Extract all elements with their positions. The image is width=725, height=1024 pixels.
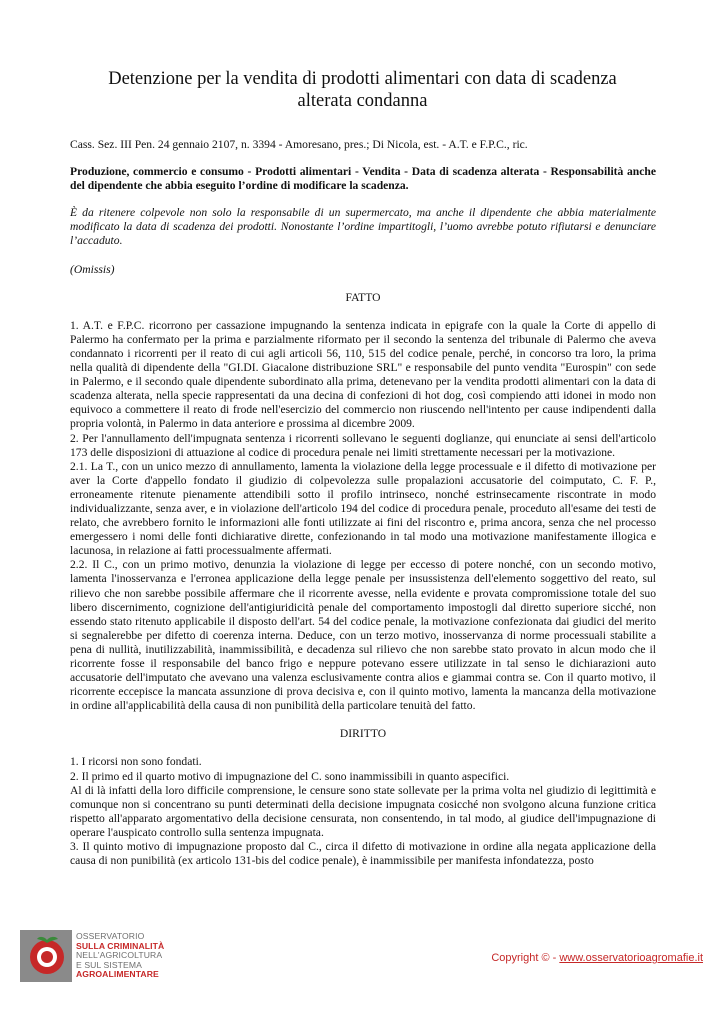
fatto-paragraph: 2.2. Il C., con un primo motivo, denunzia la violazione di legge per eccesso di potere nonché, con un secondo motivo, lamenta l'inosservanza e l'erronea applicazione della legge penale per insussistenza dell'elemento soggettivo del reato, sul rilievo che non sarebbe possibile affermare che il ricorrente avesse, nella evidente e provata compromissione totale del suo libero discernimento, cognizione dell'antigiuridicità penale del comportamento impostogli dal diretto superiore sicché, non essendo stato ritenuto applicabile il disposto dell'art. 54 del codice penale, la motivazione confezionata dai giudici del merito si segnalerebbe per difetto di coerenza interna. Deduce, con un terzo motivo, inosservanza di norme processuali stabilite a pena di nullità, inutilizzabilità, inammissibilità, e decadenza sul rilievo che non sarebbe stato provato in alcun modo che il ricorrente fosse il responsabile del banco frigo e neppure potevano essere utilizzate in tal senso le dichiarazioni auto accusatorie dell'imputato che avevano una valenza esclusivamente contra alios e giammai contra se. Con il quarto motivo, il ricorrente eccepisce la mancata assunzione di prova decisiva e, con il quinto motivo, lamenta la mancanza della motivazione in ordine all'applicabilità della causa di non punibilità della particolare tenuità del fatto.	[70, 558, 656, 713]
logo-line: E SUL SISTEMA	[76, 959, 142, 970]
fatto-paragraph: 2.1. La T., con un unico mezzo di annullamento, lamenta la violazione della legge processuale e il difetto di motivazione per aver la Corte d'appello fondato il giudizio di colpevolezza sulle propalazioni accusatorie del coimputato, C. F. P., erroneamente ritenute pienamente attendibili sotto il profilo intrinseco, nonché estrinsecamente riscontrate in modo individualizzante, senza aver, e in violazione dell'articolo 194 del codice di procedura penale, proceduto all'esame dei testi de relato, che avrebbero fornito le informazioni alle fonti utilizzate ai fini del riscontro e, prima ancora, senza che nel processo emergessero i nomi delle fonti dichiarative dirette, confezionando in tal modo una motivazione manifestamente illogica e lacunosa, in relazione ai fatti processualmente affermati.	[70, 459, 656, 558]
massima: Produzione, commercio e consumo - Prodotti alimentari - Vendita - Data di scadenza alterata - Responsabilità anche del dipendente che abbia eseguito l’ordine di modificare la scadenza.	[70, 165, 656, 193]
diritto-paragraph: 3. Il quinto motivo di impugnazione proposto dal C., circa il difetto di motivazione in ordine alla negata applicazione della causa di non punibilità (ex articolo 131-bis del codice penale), è inammissibile per manifesta infondatezza, posto	[70, 840, 656, 868]
observatory-logo	[20, 930, 220, 982]
diritto-paragraph: 1. I ricorsi non sono fondati.	[70, 755, 202, 769]
logo-line: AGROALIMENTARE	[76, 969, 159, 980]
diritto-heading: DIRITTO	[339, 727, 387, 741]
copyright-prefix: Copyright © -	[491, 952, 560, 964]
copyright	[491, 952, 703, 964]
diritto-paragraph: 2. Il primo ed il quarto motivo di impugnazione del C. sono inammissibili in quanto aspecifici.	[70, 769, 510, 783]
logo-text	[76, 932, 164, 980]
website-link[interactable]: www.osservatorioagromafie.it	[559, 952, 703, 964]
fatto-paragraph: 1. A.T. e F.P.C. ricorrono per cassazione impugnando la sentenza indicata in epigrafe con la quale la Corte di appello di Palermo ha confermato per la prima e parzialmente riformato per il secondo la sentenza del tribunale di Palermo che aveva condannato i ricorrenti per il reato di cui agli articoli 56, 110, 515 del codice penale, perché, in concorso tra loro, la prima nella qualità di dipendente della "GI.DI. Giacalone distribuzione SRL" e responsabile del punto vendita "Eurospin" con sede in Palermo, e il secondo quale dipendente subordinato alla prima, detenevano per la vendita prodotti alimentari con la data di scadenza alterata, nella specie rappresentati da una decina di confezioni di hot dog, così compiendo atti idonei in modo non equivoco a commettere il reato di frode nell'esercizio del commercio non riuscendo nell'intento per cause indipendenti dalla propria volontà, in Palermo in data anteriore e prossima al dicembre 2009.	[70, 318, 656, 431]
logo-line: SULLA CRIMINALITÀ	[76, 940, 165, 951]
document-body	[70, 138, 656, 868]
fatto-paragraph: 2. Per l'annullamento dell'impugnata sentenza i ricorrenti sollevano le seguenti doglianze, qui enunciate ai sensi dell'articolo 173 delle disposizioni di attuazione al codice di procedura penale nei limiti strettamente necessari per la motivazione.	[70, 431, 656, 459]
title-line-1: Detenzione per la vendita di prodotti alimentari con data di scadenza	[108, 69, 617, 89]
page-title	[60, 68, 665, 112]
title-line-2: alterata condanna	[297, 91, 428, 111]
logo-emblem-icon	[20, 930, 72, 982]
logo-line: NELL'AGRICOLTURA	[76, 950, 163, 961]
diritto-paragraph: Al di là infatti della loro difficile comprensione, le censure sono state sollevate per la prima volta nel giudizio di legittimità e comunque non si concentrano su punti determinati della decisione impugnata cosicché non svolgono alcuna funzione critica rispetto all'apparato argomentativo della decisione censurata, non consentendo, in tal modo, al giudice dell'impugnazione di operare l'auspicato controllo sulla sentenza impugnata.	[70, 783, 656, 839]
omissis: (Omissis)	[70, 262, 115, 276]
abstract: È da ritenere colpevole non solo la responsabile di un supermercato, ma anche il dipendente che abbia materialmente modificato la data di scadenza dei prodotti. Nonostante l’ordine impartitogli, l’uomo avrebbe potuto rifiutarsi e denunciare l’accaduto.	[70, 206, 656, 248]
citation: Cass. Sez. III Pen. 24 gennaio 2107, n. 3394 - Amoresano, pres.; Di Nicola, est. - A.T. e F.P.C., ric.	[70, 138, 528, 151]
logo-line: OSSERVATORIO	[76, 931, 145, 942]
fatto-heading: FATTO	[345, 290, 381, 304]
